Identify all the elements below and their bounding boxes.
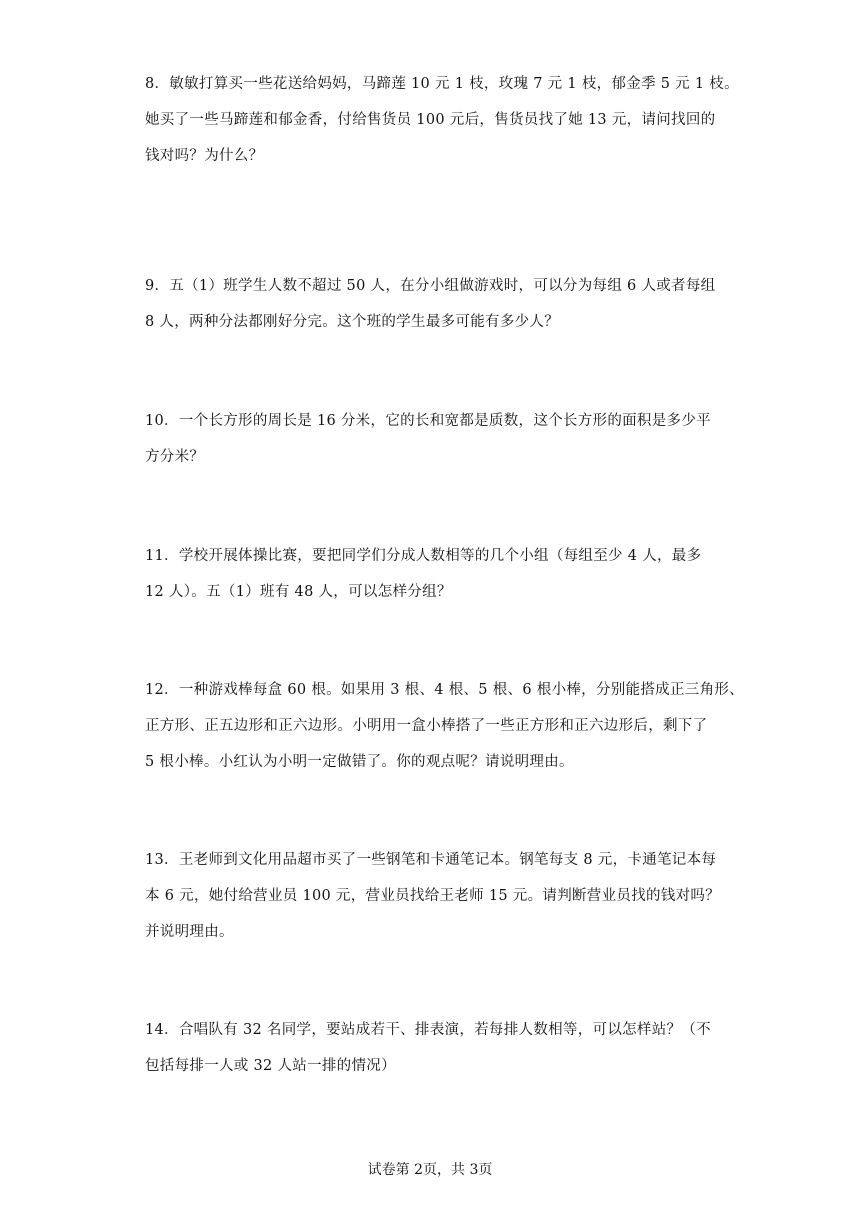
question-10-line-1: 10．一个长方形的周长是 16 分米，它的长和宽都是质数，这个长方形的面积是多少平 [145,413,711,429]
question-8-line-2: 她买了一些马蹄莲和郁金香，付给售货员 100 元后，售货员找了她 13 元，请问找回的 [145,112,716,128]
question-8-line-1: 8．敏敏打算买一些花送给妈妈，马蹄莲 10 元 1 枝，玫瑰 7 元 1 枝，郁金季 5 元 1 枝。 [145,76,739,92]
question-13-line-1: 13．王老师到文化用品超市买了一些钢笔和卡通笔记本。钢笔每支 8 元，卡通笔记本每 [145,852,717,868]
question-10 [145,403,725,475]
page-footer: 试卷第 2页，共 3页 [367,1162,493,1178]
question-13-line-3: 并说明理由。 [145,924,234,940]
question-10-line-2: 方分米？ [145,449,205,465]
question-9-line-1: 9．五（1）班学生人数不超过 50 人，在分小组做游戏时，可以分为每组 6 人或者每组 [145,278,716,294]
question-12-line-3: 5 根小棒。小红认为小明一定做错了。你的观点呢？请说明理由。 [145,754,574,770]
question-14-line-1: 14．合唱队有 32 名同学，要站成若干、排表演，若每排人数相等，可以怎样站？（不 [145,1022,711,1038]
question-8-line-3: 钱对吗？为什么？ [145,148,264,164]
question-9 [145,268,725,340]
question-11-line-2: 12 人）。五（1）班有 48 人，可以怎样分组？ [145,584,452,600]
question-11-line-1: 11．学校开展体操比赛，要把同学们分成人数相等的几个小组（每组至少 4 人，最多 [145,548,702,564]
question-8 [145,66,739,174]
question-14 [145,1012,725,1084]
question-12-line-2: 正方形、正五边形和正六边形。小明用一盒小棒搭了一些正方形和正六边形后，剩下了 [145,718,708,734]
question-9-line-2: 8 人，两种分法都刚好分完。这个班的学生最多可能有多少人？ [145,314,560,330]
question-12 [145,672,744,780]
question-11 [145,538,725,610]
question-13-line-2: 本 6 元，她付给营业员 100 元，营业员找给王老师 15 元。请判断营业员找的钱对吗？ [145,888,721,904]
question-13 [145,842,725,950]
question-12-line-1: 12．一种游戏棒每盒 60 根。如果用 3 根、4 根、5 根、6 根小棒，分别能搭成正三角形、 [145,682,744,698]
question-14-line-2: 包括每排一人或 32 人站一排的情况） [145,1058,396,1074]
